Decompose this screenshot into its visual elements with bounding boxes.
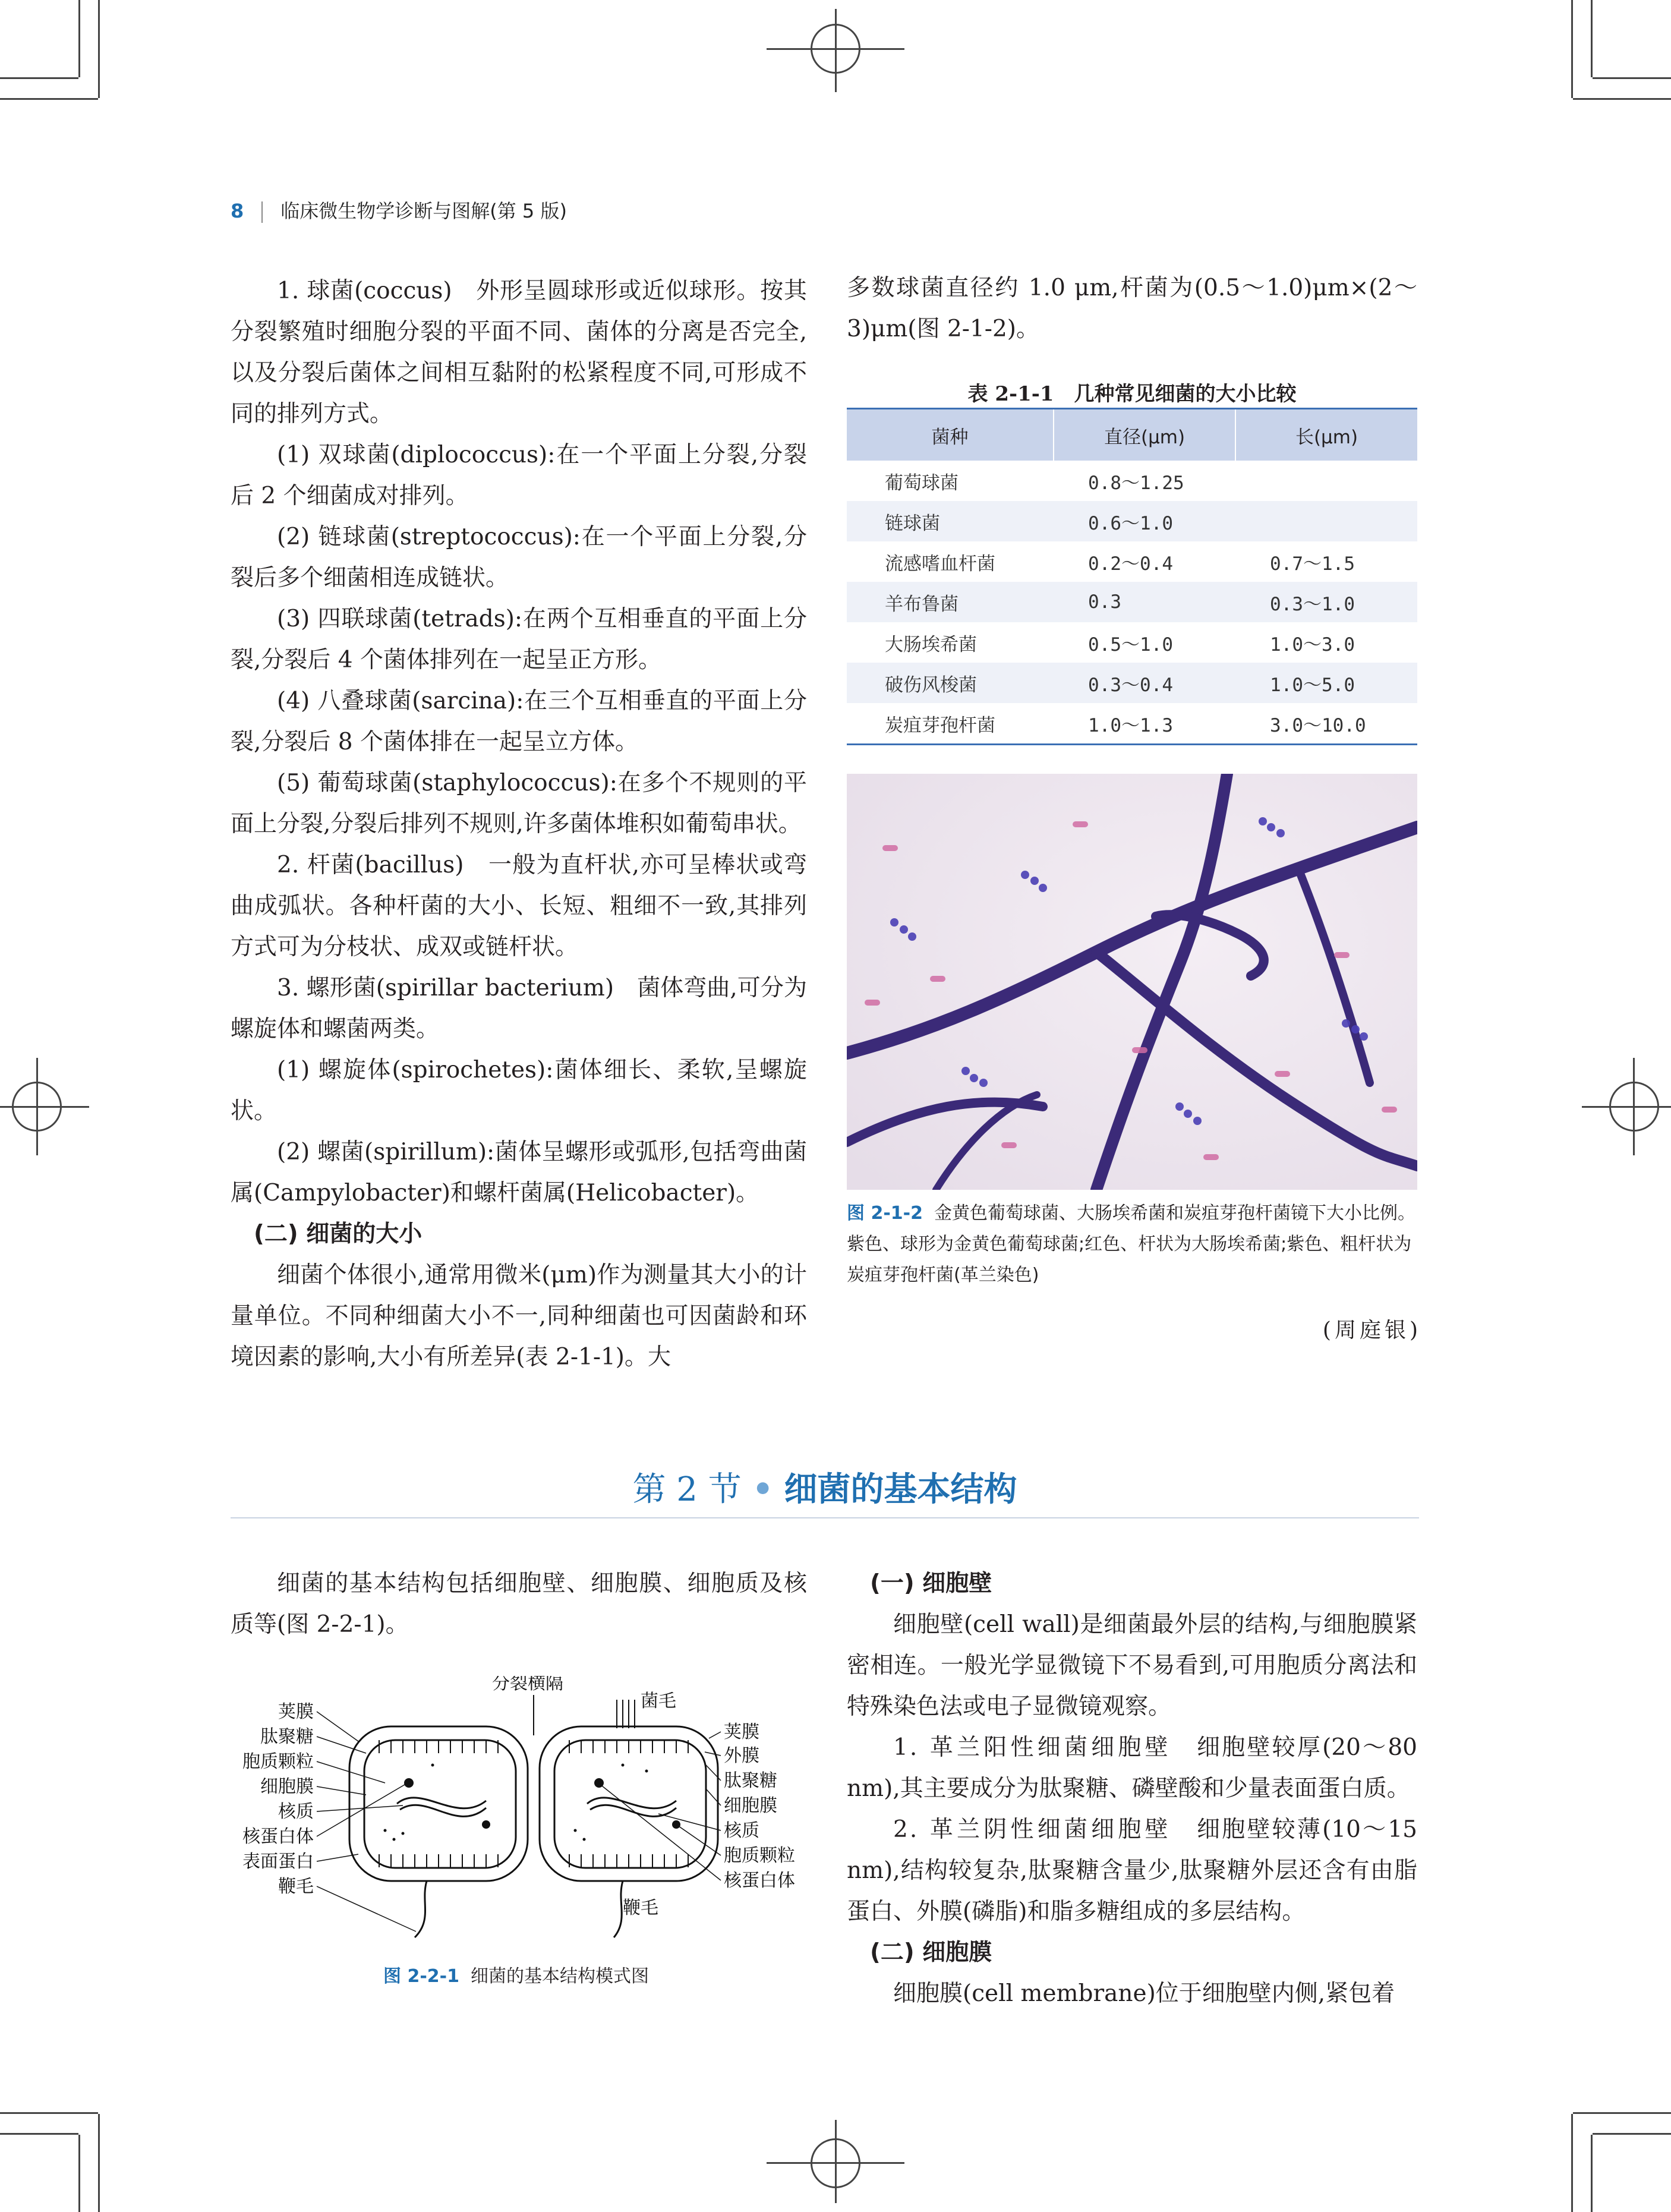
diagram-label: 细胞膜 [260,1776,314,1797]
header-divider [261,201,263,223]
crop-mark [0,98,98,100]
diagram-label: 菌毛 [641,1691,676,1712]
table-row [847,461,1417,501]
crop-mark [1571,2114,1573,2212]
paragraph-text: 细胞壁较厚(20～80 nm),其主要成分为肽聚糖、磷壁酸和少量表面蛋白质。 [847,1734,1417,1802]
table-cell: 0.3～1.0 [1235,582,1417,622]
table-cell: 羊布鲁菌 [847,582,1054,622]
table-cell: 3.0～10.0 [1235,703,1417,745]
registration-mark [0,1106,89,1108]
table-cell: 1.0～5.0 [1235,663,1417,703]
crop-mark [1573,2112,1671,2114]
figure-label: 图 2-1-2 [847,1203,923,1224]
subheading: (二) 细菌的大小 [254,1221,423,1247]
section-right-column [847,1563,1417,2014]
figure-label: 图 2-2-1 [383,1966,459,1987]
table-cell: 0.5～1.0 [1088,634,1174,656]
subheading: (二) 细胞膜 [870,1939,992,1966]
crop-mark [1571,0,1573,98]
table-row [847,541,1417,582]
section-left-column [231,1563,807,1645]
table-header: 长(μm) [1235,409,1417,461]
table-cell: 0.6～1.0 [1054,501,1235,541]
table-cell: 1.0～3.0 [1270,634,1355,656]
table-cell: 0.3～0.4 [1054,663,1235,703]
table-title: 表 2-1-1 几种常见细菌的大小比较 [967,382,1297,406]
diagram-label: 胞质颗粒 [724,1845,795,1866]
registration-mark [36,1058,38,1155]
table-cell: 葡萄球菌 [885,472,959,494]
crop-mark [1591,0,1593,77]
diagram-label: 核蛋白体 [242,1826,314,1847]
section-title [231,1463,1419,1511]
bacteria-structure-diagram [231,1676,801,1943]
diagram-label: 细胞膜 [724,1795,777,1816]
paragraph: 细胞壁(cell wall)是细菌最外层的结构,与细胞膜紧密相连。一般光学显微镜下不易看到,可用胞质分离法和特殊染色法或电子显微镜观察。 [847,1611,1417,1720]
table-cell [1235,501,1417,541]
table-cell: 炭疽芽孢杆菌 [847,703,1054,745]
table-cell: 1.0～1.3 [1054,703,1235,745]
table-cell: 0.7～1.5 [1270,553,1355,575]
crop-mark [0,2133,78,2135]
diagram-label: 荚膜 [278,1701,314,1722]
gram-stain-micrograph [847,774,1417,1190]
paragraph: 多数球菌直径约 1.0 μm,杆菌为(0.5～1.0)μm×(2～3)μm(图 2-1-2)。 [847,275,1417,342]
table-row [847,582,1417,622]
diagram-label: 核质 [724,1820,759,1841]
bullet-dot-icon: • [752,1470,774,1509]
table-cell: 0.8～1.25 [1088,472,1184,494]
left-column [231,270,807,1378]
table-cell: 0.2～0.4 [1088,553,1174,575]
registration-mark [835,9,837,92]
paragraph: (4) 八叠球菌(sarcina):在三个互相垂直的平面上分裂,分裂后 8 个菌体排在一起呈立方体。 [231,688,807,755]
right-column-continuation [847,267,1417,349]
diagram-label: 鞭毛 [278,1876,314,1897]
diagram-label: 胞质颗粒 [242,1751,314,1772]
table-cell: 大肠埃希菌 [885,634,977,656]
figure-caption [847,1198,1417,1291]
diagram-label: 鞭毛 [623,1898,658,1918]
structure-diagram-svg [231,1676,801,1943]
author: (周庭银) [1322,1318,1421,1343]
paragraph-text: 细胞壁较薄(10～15 nm),结构较复杂,肽聚糖含量少,肽聚糖外层还含有由脂蛋白、外膜(磷脂)和脂多糖组成的多层结构。 [847,1816,1417,1925]
diagram-label: 核质 [278,1801,314,1822]
paragraph: (5) 葡萄球菌(staphylococcus):在多个不规则的平面上分裂,分裂后排列不规则,许多菌体堆积如葡萄串状。 [231,770,807,837]
paragraph: 细菌个体很小,通常用微米(μm)作为测量其大小的计量单位。不同种细菌大小不一,同种细菌也可因菌龄和环境因素的影响,大小有所差异(表 2-1-1)。大 [231,1262,807,1370]
crop-mark [1591,2135,1593,2212]
crop-mark [0,2112,98,2114]
page-number: 8 [231,200,244,222]
section-divider [231,1517,1419,1518]
crop-mark [98,0,100,98]
diagram-label: 外膜 [724,1745,759,1766]
crop-mark [1573,98,1671,100]
registration-mark [1582,1106,1671,1108]
paragraph: (2) 螺菌(spirillum):菌体呈螺形或弧形,包括弯曲菌属(Campylobacter)和螺杆菌属(Helicobacter)。 [231,1139,807,1206]
paragraph: 细菌的基本结构包括细胞壁、细胞膜、细胞质及核质等(图 2-2-1)。 [231,1570,807,1638]
crop-mark [98,2114,100,2212]
section-number: 第 2 节 [632,1470,742,1509]
figure-caption [383,1961,835,1992]
table-header: 直径(μm) [1054,409,1235,461]
table-row [847,501,1417,541]
book-title: 临床微生物学诊断与图解(第 5 版) [280,200,567,222]
section-name: 细菌的基本结构 [784,1470,1017,1509]
paragraph: (1) 双球菌(diplococcus):在一个平面上分裂,分裂后 2 个细菌成对排列。 [231,442,807,509]
table-cell: 破伤风梭菌 [847,663,1054,703]
diagram-label: 核蛋白体 [724,1870,795,1891]
paragraph: (1) 螺旋体(spirochetes):菌体细长、柔软,呈螺旋状。 [231,1057,807,1124]
crop-mark [0,77,78,79]
table-row [847,622,1417,663]
paragraph: 3. 螺形菌(spirillar bacterium) 菌体弯曲,可分为螺旋体和螺菌两类。 [231,975,807,1042]
paragraph: 1. 球菌(coccus) 外形呈圆球形或近似球形。按其分裂繁殖时细胞分裂的平面不同、菌体的分离是否完全,以及分裂后菌体之间相互黏附的松紧程度不同,可形成不同的排列方式。 [231,278,807,427]
table-row [847,703,1417,745]
term: 2. 革兰阴性细菌细胞壁 [893,1816,1172,1843]
paragraph [847,1727,1417,1809]
diagram-label: 肽聚糖 [260,1726,314,1747]
table-row [847,663,1417,703]
diagram-label: 肽聚糖 [724,1770,777,1791]
subheading: (一) 细胞壁 [870,1570,992,1597]
paragraph [847,1809,1417,1932]
registration-mark [835,2120,837,2203]
figure-caption-text: 细菌的基本结构模式图 [471,1966,650,1987]
paragraph: (2) 链球菌(streptococcus):在一个平面上分裂,分裂后多个细菌相连成链状。 [231,524,807,591]
running-header [231,196,567,223]
crop-mark [78,0,80,77]
paragraph: (3) 四联球菌(tetrads):在两个互相垂直的平面上分裂,分裂后 4 个菌体排列在一起呈正方形。 [231,606,807,673]
diagram-label: 荚膜 [724,1722,759,1742]
paragraph: 细胞膜(cell membrane)位于细胞壁内侧,紧包着 [893,1980,1395,2007]
crop-mark [1593,77,1671,79]
paragraph: 2. 杆菌(bacillus) 一般为直杆状,亦可呈棒状或弯曲成弧状。各种杆菌的大小、长短、粗细不一致,其排列方式可为分枝状、成双或链杆状。 [231,852,807,960]
crop-mark [78,2135,80,2212]
table-cell: 链球菌 [847,501,1054,541]
table-header: 菌种 [847,409,1054,461]
bacteria-size-table [847,408,1417,745]
diagram-label: 表面蛋白 [242,1851,314,1872]
registration-mark [1633,1058,1635,1155]
table-cell: 0.3 [1054,582,1235,622]
micrograph-image [847,774,1417,1190]
crop-mark [1593,2133,1671,2135]
table-cell [1235,461,1417,501]
figure-caption-text: 金黄色葡萄球菌、大肠埃希菌和炭疽芽孢杆菌镜下大小比例。紫色、球形为金黄色葡萄球菌;红色、杆状为大肠埃希菌;紫色、粗杆状为炭疽芽孢杆菌(革兰染色) [847,1203,1416,1285]
term: 1. 革兰阳性细菌细胞壁 [893,1734,1172,1761]
diagram-label: 分裂横隔 [492,1676,563,1694]
table-cell: 流感嗜血杆菌 [885,553,995,575]
